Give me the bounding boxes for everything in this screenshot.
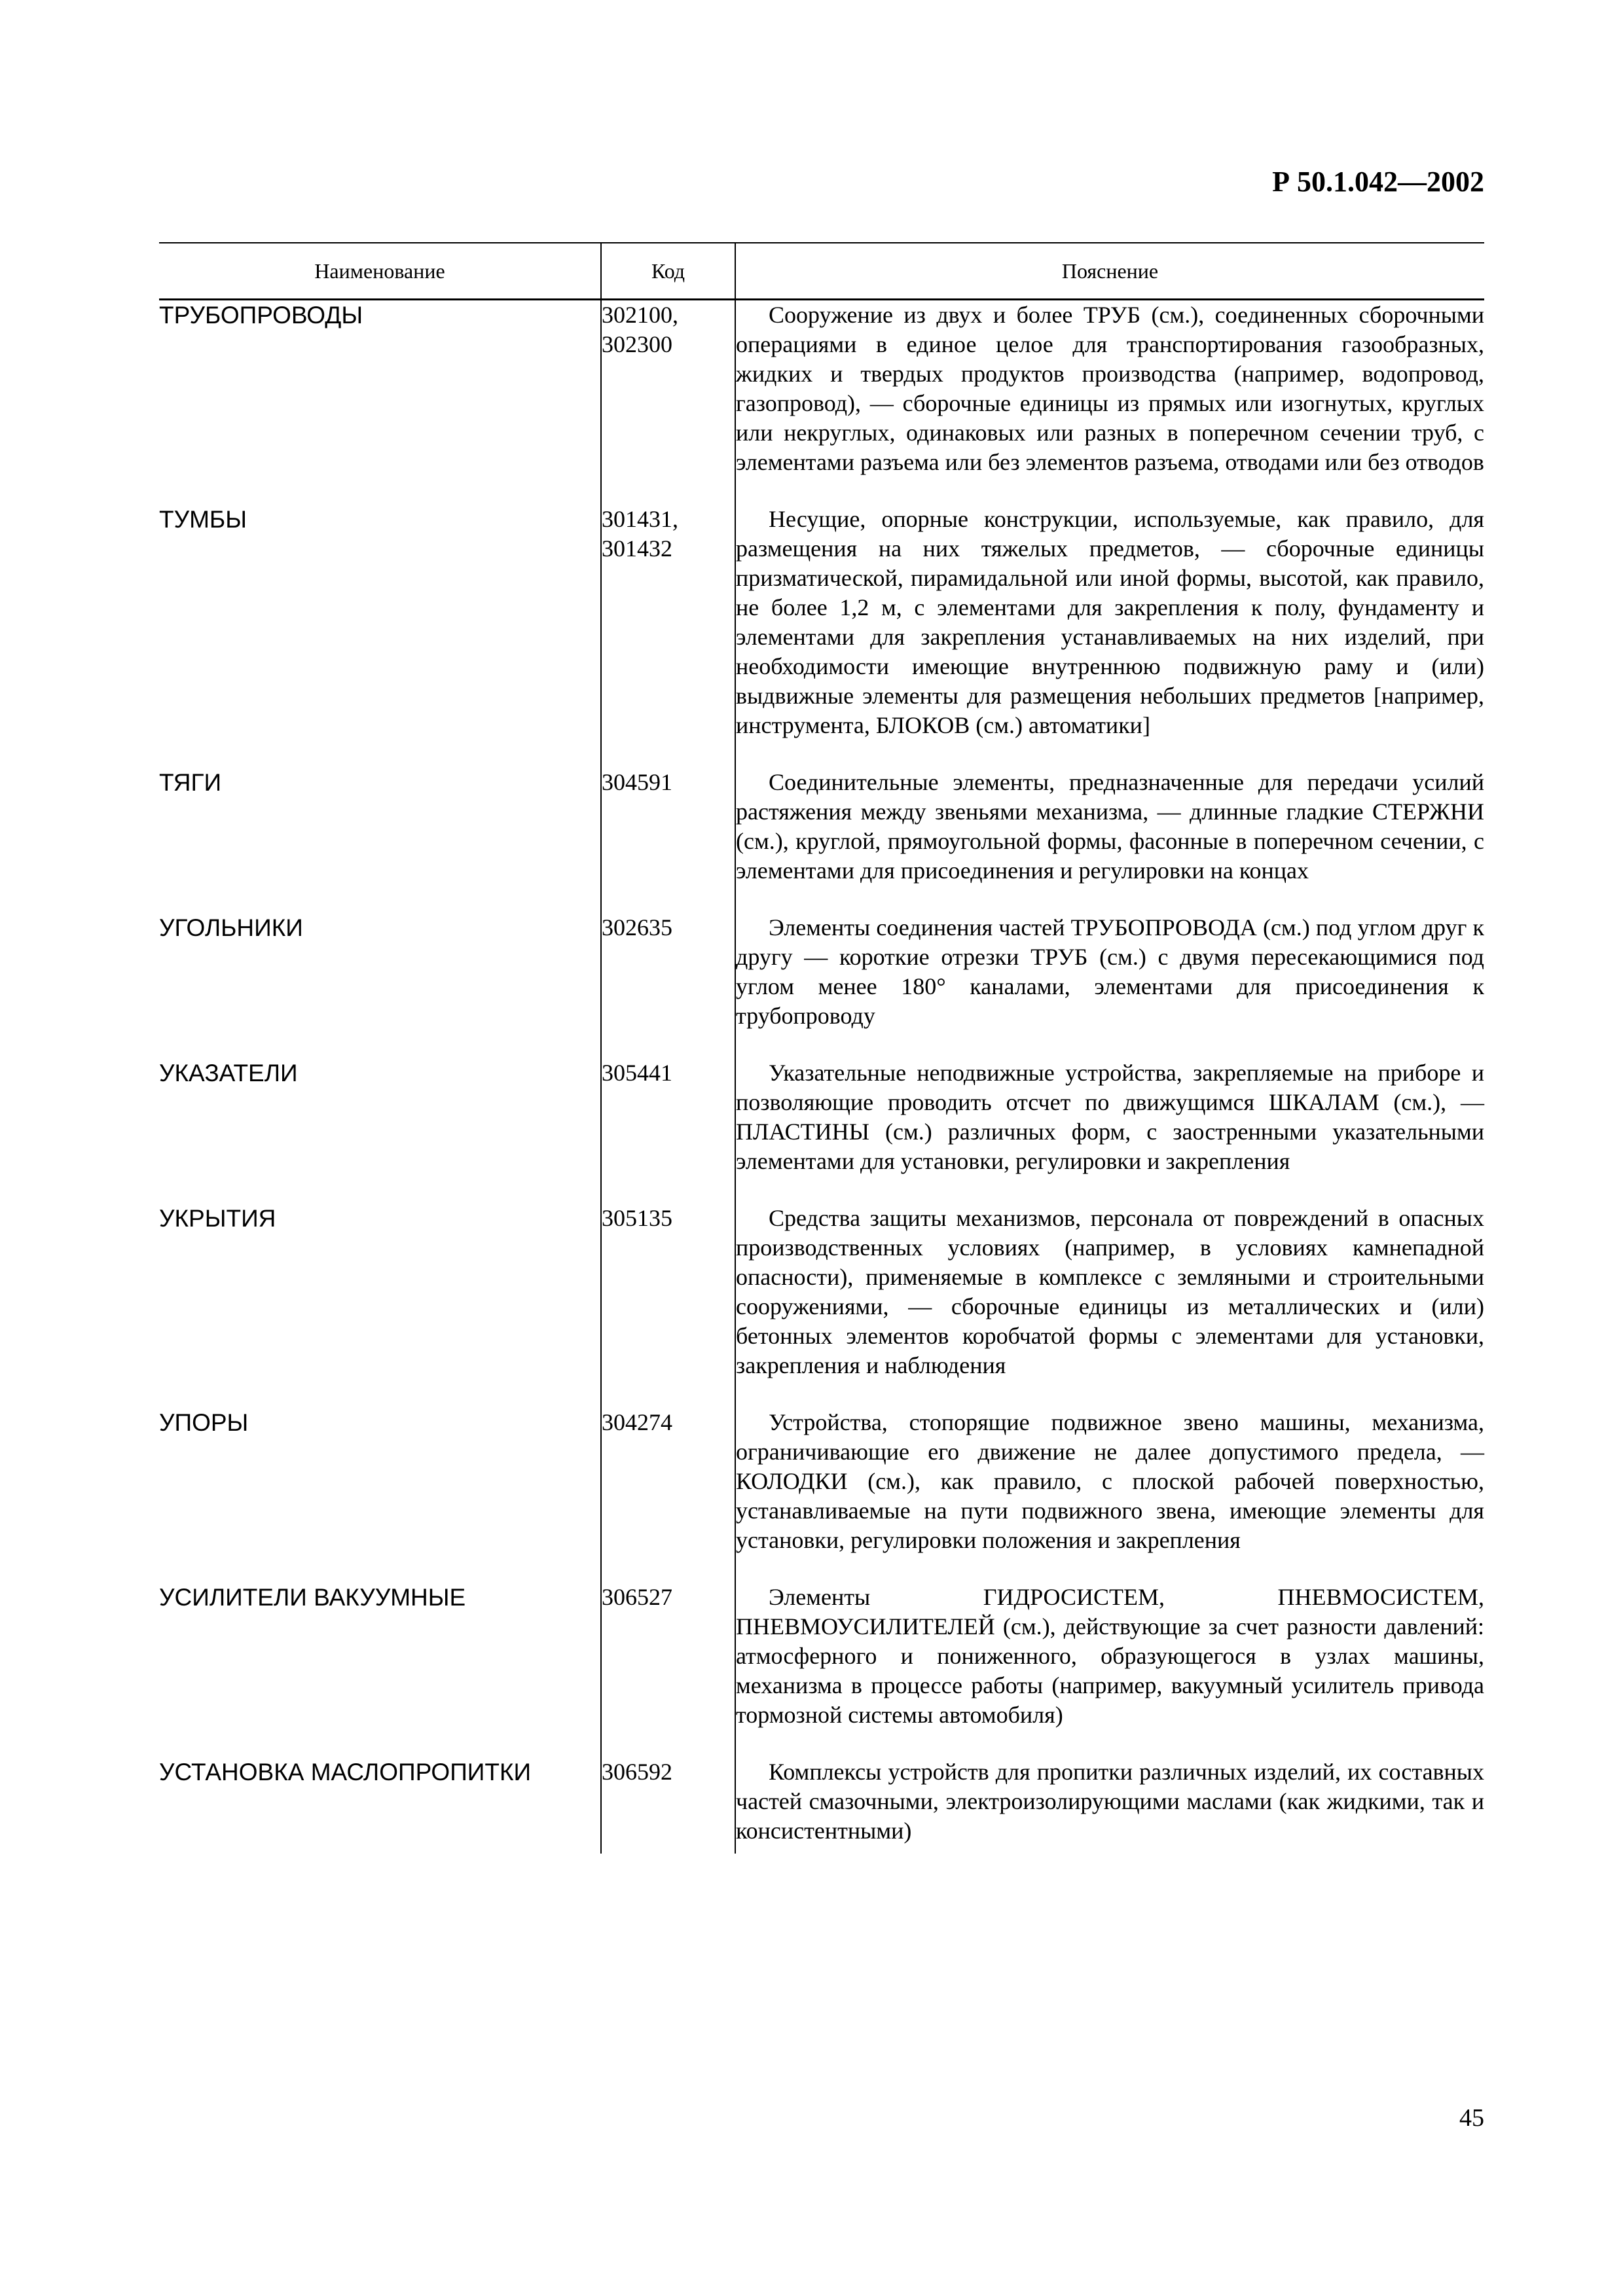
table-row	[159, 913, 1484, 1058]
term-name: УСТАНОВКА МАСЛОПРОПИТКИ	[159, 1759, 532, 1785]
term-name: УГОЛЬНИКИ	[159, 914, 303, 941]
term-explanation-cell	[735, 768, 1484, 913]
column-header-code: Код	[601, 243, 735, 300]
table-row	[159, 1204, 1484, 1408]
table-row	[159, 1408, 1484, 1583]
term-explanation: Элементы ГИДРОСИСТЕМ, ПНЕВМОСИСТЕМ, ПНЕВМОУСИЛИТЕЛЕЙ (см.), действующие за счет разности давлений: атмосферного и пониженного, образующегося в узлах машины, механизма в процессе работы (например, вакуумный усилитель привода тормозной системы автомобиля)	[736, 1584, 1484, 1728]
term-code: 304274	[601, 1408, 735, 1583]
term-explanation-cell	[735, 1583, 1484, 1757]
term-explanation: Соединительные элементы, предназначенные для передачи усилий растяжения между звеньями механизма, — длинные гладкие СТЕРЖНИ (см.), круглой, прямоугольной формы, фасонные в поперечном сечении, с элементами для присоединения и регулировки на концах	[736, 769, 1484, 884]
term-explanation-cell	[735, 300, 1484, 505]
term-name: УКРЫТИЯ	[159, 1205, 276, 1232]
term-code: 306527	[601, 1583, 735, 1757]
term-explanation-cell	[735, 1757, 1484, 1854]
term-code: 302100, 302300	[601, 300, 735, 505]
page-number: 45	[1459, 2104, 1484, 2132]
term-name: ТУМБЫ	[159, 506, 247, 533]
term-code: 302635	[601, 913, 735, 1058]
term-explanation: Несущие, опорные конструкции, используемые, как правило, для размещения на них тяжелых предметов, — сборочные единицы призматической, пирамидальной или иной формы, высотой, как правило, не более 1,2 м, с элементами для закрепления к полу, фундаменту и элементами для закрепления устанавливаемых на них изделий, при необходимости имеющие внутреннюю подвижную раму и (или) выдвижные элементы для размещения небольших предметов [например, инструмента, БЛОКОВ (см.) автоматики]	[736, 506, 1484, 738]
term-explanation: Сооружение из двух и более ТРУБ (см.), соединенных сборочными операциями в единое целое для транспортирования газообразных, жидких и твердых продуктов производства (например, водопровод, газопровод), — сборочные единицы из прямых или изогнутых, круглых или некруглых, одинаковых или разных в поперечном сечении труб, с элементами разъема или без элементов разъема, отводами или без отводов	[736, 302, 1484, 475]
term-explanation: Комплексы устройств для пропитки различных изделий, их составных частей смазочными, электроизолирующими маслами (как жидкими, так и консистентными)	[736, 1759, 1484, 1844]
column-header-explanation: Пояснение	[735, 243, 1484, 300]
term-name: УКАЗАТЕЛИ	[159, 1060, 298, 1086]
term-code: 305441	[601, 1058, 735, 1204]
term-code: 304591	[601, 768, 735, 913]
table-row	[159, 1058, 1484, 1204]
term-explanation: Устройства, стопорящие подвижное звено машины, механизма, ограничивающие его движение не далее допустимого предела, — КОЛОДКИ (см.), как правило, с плоской рабочей поверхностью, устанавливаемые на пути подвижного звена, имеющие элементы для установки, регулировки положения и закрепления	[736, 1409, 1484, 1553]
term-name: УПОРЫ	[159, 1409, 249, 1436]
table-row	[159, 1583, 1484, 1757]
table-row	[159, 768, 1484, 913]
term-explanation-cell	[735, 505, 1484, 768]
term-explanation: Средства защиты механизмов, персонала от повреждений в опасных производственных условиях (например, в условиях камнепадной опасности), применяемые в комплексе с земляными и строительными сооружениями, — сборочные единицы из металлических и (или) бетонных элементов коробчатой формы с элементами для установки, закрепления и наблюдения	[736, 1205, 1484, 1378]
glossary-table	[159, 242, 1484, 1854]
table-row	[159, 300, 1484, 505]
column-header-name: Наименование	[159, 243, 601, 300]
term-name: ТЯГИ	[159, 769, 222, 796]
term-explanation-cell	[735, 1058, 1484, 1204]
term-explanation-cell	[735, 1408, 1484, 1583]
table-row	[159, 1757, 1484, 1854]
term-explanation: Указательные неподвижные устройства, закрепляемые на приборе и позволяющие проводить отсчет по движущимся ШКАЛАМ (см.), — ПЛАСТИНЫ (см.) различных форм, с заостренными указательными элементами для установки, регулировки и закрепления	[736, 1060, 1484, 1174]
table-row	[159, 505, 1484, 768]
term-name: УСИЛИТЕЛИ ВАКУУМНЫЕ	[159, 1584, 466, 1611]
table-header-row	[159, 243, 1484, 300]
term-code: 301431, 301432	[601, 505, 735, 768]
term-code: 305135	[601, 1204, 735, 1408]
term-code: 306592	[601, 1757, 735, 1854]
document-number: Р 50.1.042—2002	[1272, 166, 1484, 198]
term-explanation: Элементы соединения частей ТРУБОПРОВОДА (см.) под углом друг к другу — короткие отрезки ТРУБ (см.) с двумя пересекающимися под углом менее 180° каналами, элементами для присоединения к трубопроводу	[736, 914, 1484, 1029]
term-explanation-cell	[735, 913, 1484, 1058]
term-name: ТРУБОПРОВОДЫ	[159, 302, 363, 329]
term-explanation-cell	[735, 1204, 1484, 1408]
